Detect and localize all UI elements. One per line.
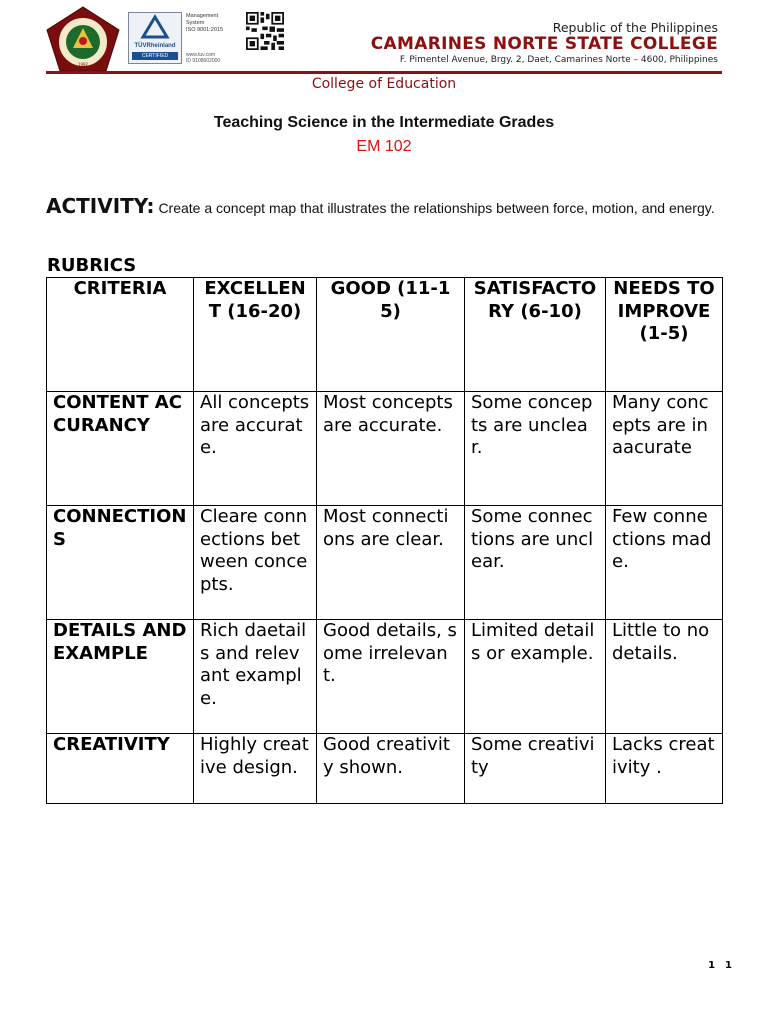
criteria-cell: CONNECTIONS <box>47 506 194 620</box>
table-row <box>47 620 723 734</box>
criteria-cell: CONTENT ACCURANCY <box>47 392 194 506</box>
satisfactory-cell: Some connections are unclear. <box>465 506 606 620</box>
certification-text: Management System ISO 9001:2015 <box>186 13 224 33</box>
certification-id: www.tuv.com ID 9108602000 <box>186 52 221 64</box>
table-row <box>47 734 723 804</box>
activity-label: ACTIVITY: <box>46 194 155 218</box>
tuv-logo <box>128 12 182 64</box>
header-criteria: CRITERIA <box>47 278 194 392</box>
excellent-cell: Rich daetails and relevant example. <box>194 620 317 734</box>
college-name: CAMARINES NORTE STATE COLLEGE <box>370 34 718 54</box>
good-cell: Good details, some irrelevant. <box>317 620 465 734</box>
qr-code-icon <box>246 12 284 50</box>
excellent-cell: Cleare connections between concepts. <box>194 506 317 620</box>
page-number <box>708 960 742 971</box>
satisfactory-cell: Some concepts are unclear. <box>465 392 606 506</box>
rubric-header-row <box>47 278 723 392</box>
table-row <box>47 506 723 620</box>
good-cell: Most concepts are accurate. <box>317 392 465 506</box>
header-divider <box>46 71 722 74</box>
needs-improve-cell: Few connections made. <box>606 506 723 620</box>
criteria-cell: CREATIVITY <box>47 734 194 804</box>
rubric-table <box>46 277 723 804</box>
certification-badge <box>126 10 286 67</box>
criteria-cell: DETAILS AND EXAMPLE <box>47 620 194 734</box>
college-seal-logo <box>46 6 120 72</box>
college-address: F. Pimentel Avenue, Brgy. 2, Daet, Camarines Norte – 4600, Philippines <box>399 55 718 65</box>
rubrics-heading: RUBRICS <box>47 255 137 276</box>
header-good: GOOD (11-15) <box>317 278 465 392</box>
course-code: EM 102 <box>356 138 412 155</box>
header-satisfactory: SATISFACTORY (6-10) <box>465 278 606 392</box>
excellent-cell: All concepts are accurate. <box>194 392 317 506</box>
header-excellent: EXCELLENT (16-20) <box>194 278 317 392</box>
republic-text: Republic of the Philippines <box>552 20 718 35</box>
tuv-brand: TÜVRheinland <box>134 43 176 49</box>
good-cell: Good creativity shown. <box>317 734 465 804</box>
good-cell: Most connections are clear. <box>317 506 465 620</box>
satisfactory-cell: Limited details or example. <box>465 620 606 734</box>
needs-improve-cell: Little to no details. <box>606 620 723 734</box>
header-needs-improve: NEEDS TO IMPROVE (1-5) <box>606 278 723 392</box>
page-current: 1 <box>708 960 726 971</box>
seal-year: 1992 <box>77 62 89 67</box>
needs-improve-cell: Many concepts are inaacurate <box>606 392 723 506</box>
certified-label: CERTIFIED <box>132 52 178 60</box>
page-total: 1 <box>725 960 742 971</box>
excellent-cell: Highly creative design. <box>194 734 317 804</box>
department-name: College of Education <box>311 76 457 92</box>
activity-text: Create a concept map that illustrates the relationships between force, motion, and energy. <box>158 200 715 216</box>
table-row <box>47 392 723 506</box>
satisfactory-cell: Some creativity <box>465 734 606 804</box>
course-title: Teaching Science in the Intermediate Grades <box>213 114 555 131</box>
triangle-icon <box>129 13 181 41</box>
activity-instructions <box>46 194 722 218</box>
needs-improve-cell: Lacks creativity . <box>606 734 723 804</box>
